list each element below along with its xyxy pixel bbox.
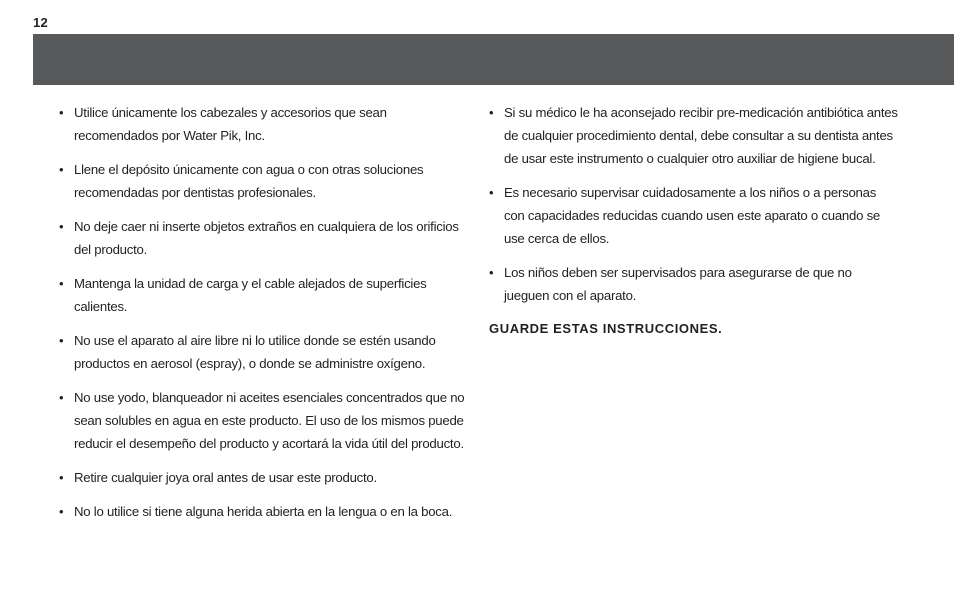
bullet-icon: • [59, 390, 64, 405]
list-item: • No deje caer ni inserte objetos extraños en cualquiera de los orificios del producto. [59, 215, 469, 261]
list-item: • No use yodo, blanqueador ni aceites esenciales concentrados que no sean solubles en agua en este producto. El uso de los mismos puede reducir el desempeño del producto y acortará la vida útil del producto. [59, 386, 469, 455]
bullet-icon: • [489, 265, 494, 280]
bullet-icon: • [489, 105, 494, 120]
list-item: • No lo utilice si tiene alguna herida abierta en la lengua o en la boca. [59, 500, 469, 523]
left-column [59, 101, 469, 534]
list-item: • Retire cualquier joya oral antes de usar este producto. [59, 466, 469, 489]
list-item: • No use el aparato al aire libre ni lo utilice donde se estén usando productos en aerosol (espray), o donde se administre oxígeno. [59, 329, 469, 375]
list-item: • Si su médico le ha aconsejado recibir pre-medicación antibiótica antes de cualquier procedimiento dental, debe consultar a su dentista antes de usar este instrumento o cualquier otro auxiliar de higiene bucal. [489, 101, 899, 170]
bullet-icon: • [59, 105, 64, 120]
bullet-icon: • [59, 219, 64, 234]
list-item: • Llene el depósito únicamente con agua o con otras soluciones recomendadas por dentistas profesionales. [59, 158, 469, 204]
bullet-icon: • [59, 470, 64, 485]
header-band [33, 34, 954, 85]
page-number: 12 [33, 15, 49, 30]
list-item: • Los niños deben ser supervisados para asegurarse de que no jueguen con el aparato. [489, 261, 899, 307]
list-item: • Es necesario supervisar cuidadosamente a los niños o a personas con capacidades reducidas cuando usen este aparato o cuando se use cerca de ellos. [489, 181, 899, 250]
right-column [489, 101, 899, 336]
bullet-icon: • [59, 276, 64, 291]
safety-bullet-list-left [59, 101, 469, 523]
closing-heading: GUARDE ESTAS INSTRUCCIONES. [489, 321, 723, 336]
bullet-icon: • [489, 185, 494, 200]
bullet-icon: • [59, 504, 64, 519]
list-item: • Utilice únicamente los cabezales y accesorios que sean recomendados por Water Pik, Inc. [59, 101, 469, 147]
safety-bullet-list-right [489, 101, 899, 307]
list-item: • Mantenga la unidad de carga y el cable alejados de superficies calientes. [59, 272, 469, 318]
bullet-icon: • [59, 162, 64, 177]
bullet-icon: • [59, 333, 64, 348]
